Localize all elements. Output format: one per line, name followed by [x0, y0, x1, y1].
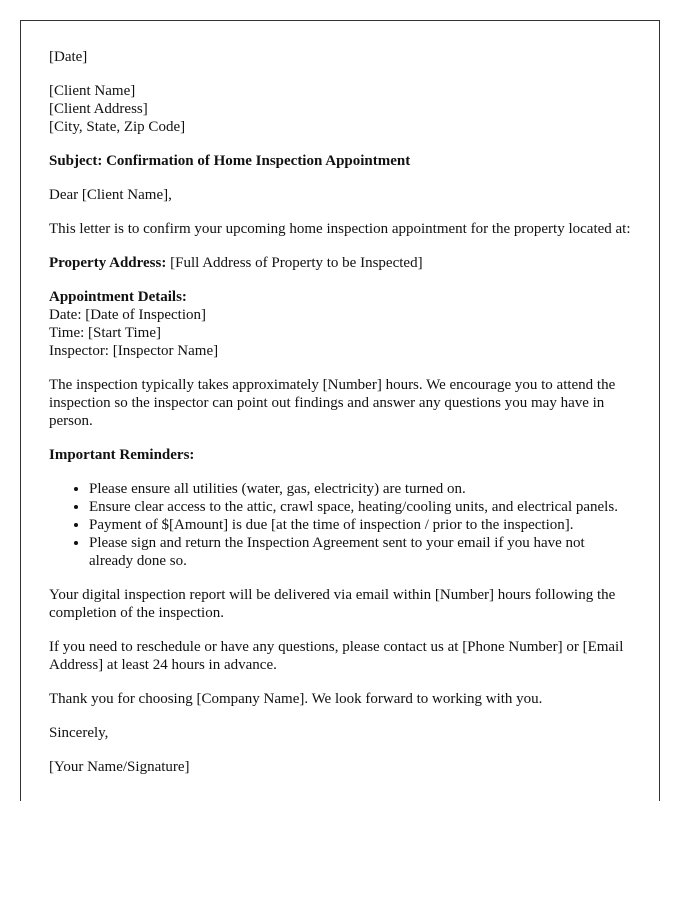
- letter-page: [20, 20, 660, 801]
- thanks-paragraph: Thank you for choosing [Company Name]. We look forward to working with you.: [49, 691, 543, 707]
- reminders-heading: Important Reminders:: [49, 447, 195, 463]
- closing: Sincerely,: [49, 725, 109, 741]
- appointment-heading: Appointment Details:: [49, 289, 187, 305]
- list-item: • Ensure clear access to the attic, crawl space, heating/cooling units, and electrical panels.: [89, 498, 631, 516]
- duration-paragraph: The inspection typically takes approximately [Number] hours. We encourage you to attend the inspection so the inspector can point out findings and answer any questions you may have in person.: [49, 377, 616, 429]
- appointment-time: Time: [Start Time]: [49, 325, 161, 341]
- appointment-details: [49, 288, 631, 360]
- subject: Subject: Confirmation of Home Inspection Appointment: [49, 153, 411, 169]
- appointment-inspector: Inspector: [Inspector Name]: [49, 343, 219, 359]
- list-item: • Please sign and return the Inspection Agreement sent to your email if you have not already done so.: [89, 534, 631, 570]
- salutation: Dear [Client Name],: [49, 187, 172, 203]
- client-city: [City, State, Zip Code]: [49, 119, 186, 135]
- report-paragraph: Your digital inspection report will be delivered via email within [Number] hours following the completion of the inspection.: [49, 587, 616, 621]
- property-address: Property Address: [Full Address of Property to be Inspected]: [49, 255, 423, 271]
- list-item: • Payment of $[Amount] is due [at the time of inspection / prior to the inspection].: [89, 516, 631, 534]
- reminders-list: [49, 480, 631, 570]
- intro: This letter is to confirm your upcoming home inspection appointment for the property located at:: [49, 221, 631, 237]
- signature: [Your Name/Signature]: [49, 759, 190, 775]
- list-item: • Please ensure all utilities (water, gas, electricity) are turned on.: [89, 480, 631, 498]
- recipient-block: [49, 82, 631, 136]
- client-name: [Client Name]: [49, 83, 136, 99]
- client-address: [Client Address]: [49, 101, 148, 117]
- contact-paragraph: If you need to reschedule or have any questions, please contact us at [Phone Number] or [Email Address] at least 24 hours in advance.: [49, 639, 624, 673]
- date: [Date]: [49, 49, 88, 65]
- appointment-date: Date: [Date of Inspection]: [49, 307, 207, 323]
